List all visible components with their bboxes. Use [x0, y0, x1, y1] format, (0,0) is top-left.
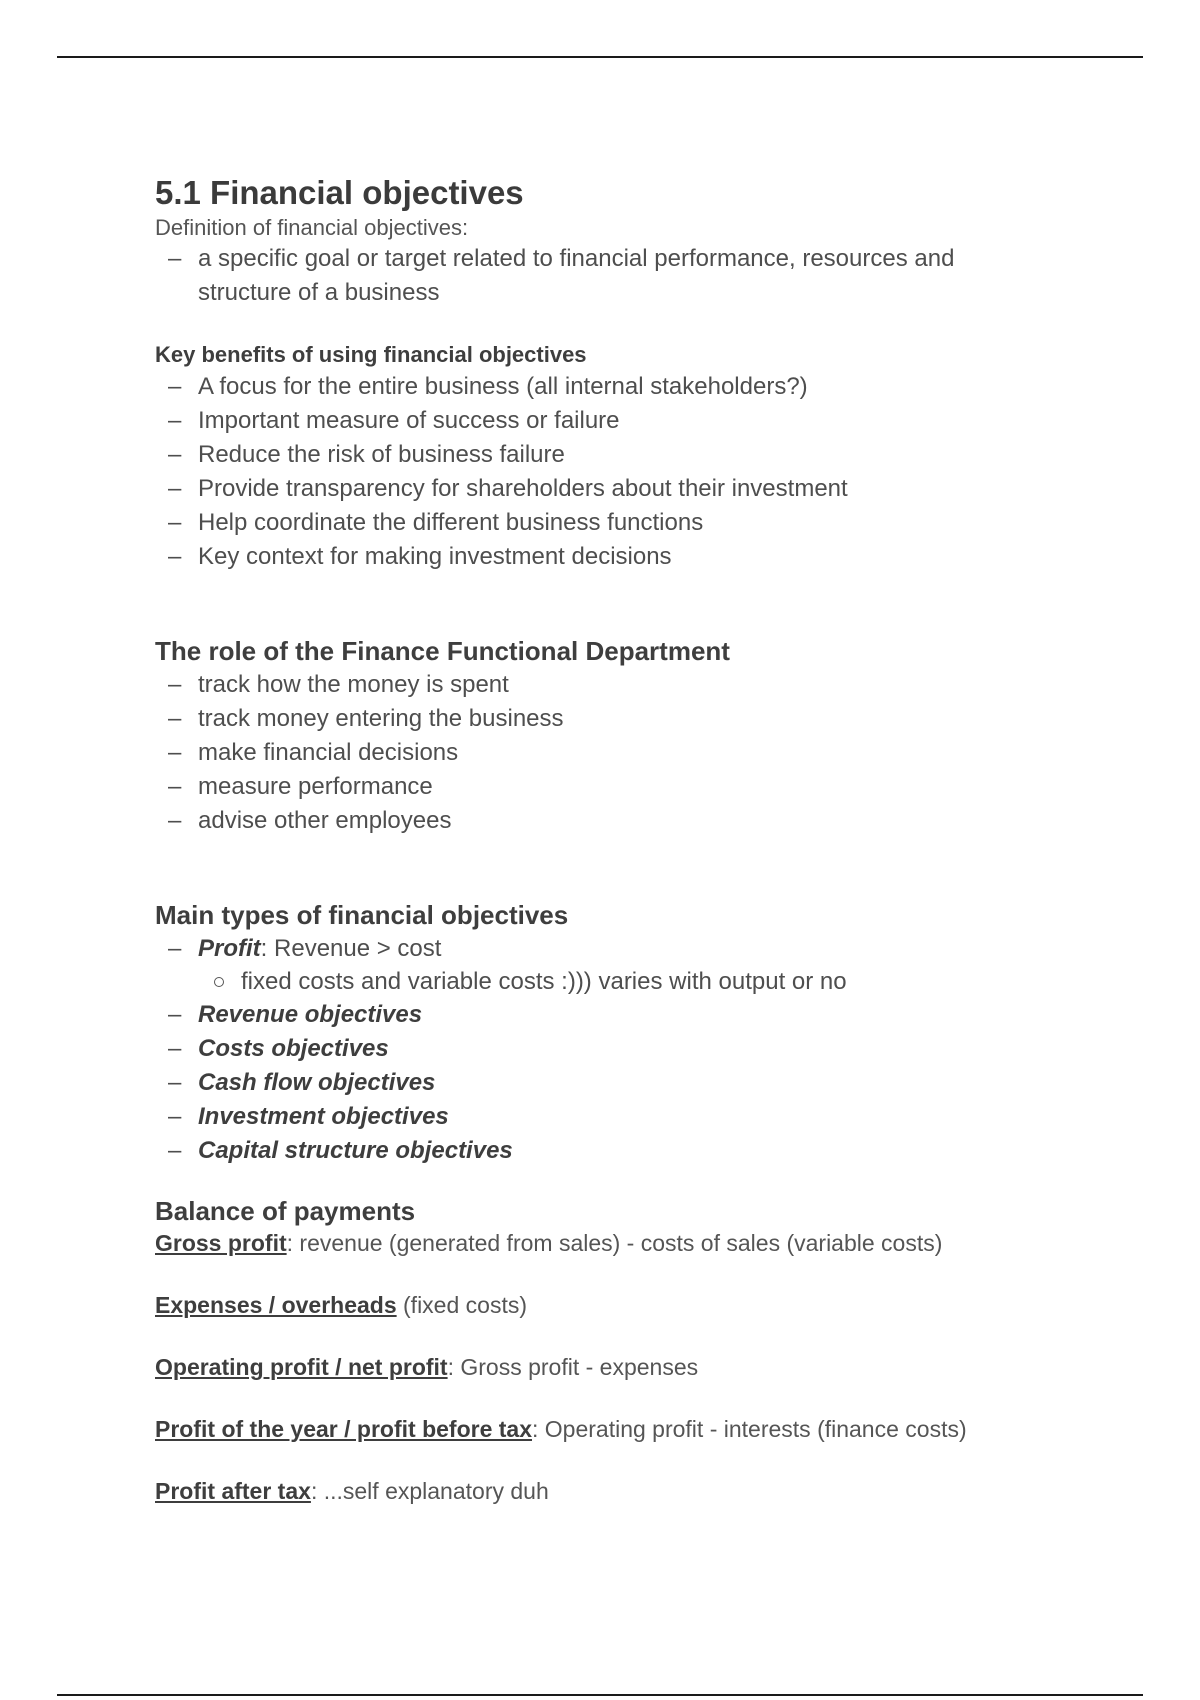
list-item-profit: [155, 932, 1055, 998]
sub-list-item: fixed costs and variable costs :))) varies with output or no: [198, 966, 1055, 998]
list-item: – A focus for the entire business (all internal stakeholders?): [155, 370, 1055, 404]
definition-label: Definition of financial objectives:: [155, 215, 469, 240]
dash-bullet: –: [168, 1035, 182, 1062]
benefits-heading: Key benefits of using financial objectives: [155, 342, 587, 367]
dash-bullet: –: [168, 773, 182, 800]
dash-bullet: –: [168, 1001, 182, 1028]
list-item: – Key context for making investment decisions: [155, 540, 1055, 574]
main-types-heading: Main types of financial objectives: [155, 900, 569, 930]
bottom-rule: [57, 1694, 1143, 1696]
balance-entry-profit-before-tax: Profit of the year / profit before tax: Operating profit - interests (finance costs): [155, 1416, 967, 1442]
dash-bullet: –: [168, 1137, 182, 1164]
document-body: [155, 172, 1055, 1507]
balance-entry-gross-profit: Gross profit: revenue (generated from sales) - costs of sales (variable costs): [155, 1230, 943, 1256]
list-item: – Important measure of success or failure: [155, 404, 1055, 438]
balance-entry-profit-after-tax: Profit after tax: ...self explanatory duh: [155, 1478, 549, 1504]
dash-bullet: –: [168, 543, 182, 570]
dash-bullet: –: [168, 441, 182, 468]
list-item: – Capital structure objectives: [155, 1134, 1055, 1168]
circle-bullet-icon: [214, 977, 224, 987]
finance-role-list: [155, 668, 1055, 838]
profit-text: : Revenue > cost: [260, 935, 442, 962]
list-item: – track money entering the business: [155, 702, 1055, 736]
list-item: – Investment objectives: [155, 1100, 1055, 1134]
list-item: – make financial decisions: [155, 736, 1055, 770]
dash-bullet: –: [168, 935, 182, 962]
dash-bullet: –: [168, 1069, 182, 1096]
dash-bullet: –: [168, 671, 182, 698]
definition-list: [155, 242, 1055, 310]
list-item: – Cash flow objectives: [155, 1066, 1055, 1100]
list-item: – Reduce the risk of business failure: [155, 438, 1055, 472]
list-item: – Costs objectives: [155, 1032, 1055, 1066]
dash-bullet: –: [168, 807, 182, 834]
dash-bullet: –: [168, 245, 182, 272]
dash-bullet: –: [168, 475, 182, 502]
page-title: 5.1 Financial objectives: [155, 174, 524, 211]
profit-term: Profit: [198, 935, 261, 962]
balance-heading: Balance of payments: [155, 1196, 416, 1226]
list-item: – advise other employees: [155, 804, 1055, 838]
list-item: – track how the money is spent: [155, 668, 1055, 702]
dash-bullet: –: [168, 739, 182, 766]
list-item: – Provide transparency for shareholders about their investment: [155, 472, 1055, 506]
list-item: – measure performance: [155, 770, 1055, 804]
dash-bullet: –: [168, 1103, 182, 1130]
list-item: – Revenue objectives: [155, 998, 1055, 1032]
dash-bullet: –: [168, 373, 182, 400]
profit-sublist: [198, 966, 1055, 998]
dash-bullet: –: [168, 509, 182, 536]
main-types-list: [155, 932, 1055, 1168]
finance-role-heading: The role of the Finance Functional Department: [155, 636, 730, 666]
top-rule: [57, 56, 1143, 58]
benefits-list: [155, 370, 1055, 574]
dash-bullet: –: [168, 705, 182, 732]
list-item: – Help coordinate the different business functions: [155, 506, 1055, 540]
list-item: – a specific goal or target related to financial performance, resources and structure of a business: [155, 242, 1055, 310]
balance-entry-expenses: Expenses / overheads (fixed costs): [155, 1292, 527, 1318]
dash-bullet: –: [168, 407, 182, 434]
balance-entry-operating-profit: Operating profit / net profit: Gross profit - expenses: [155, 1354, 699, 1380]
